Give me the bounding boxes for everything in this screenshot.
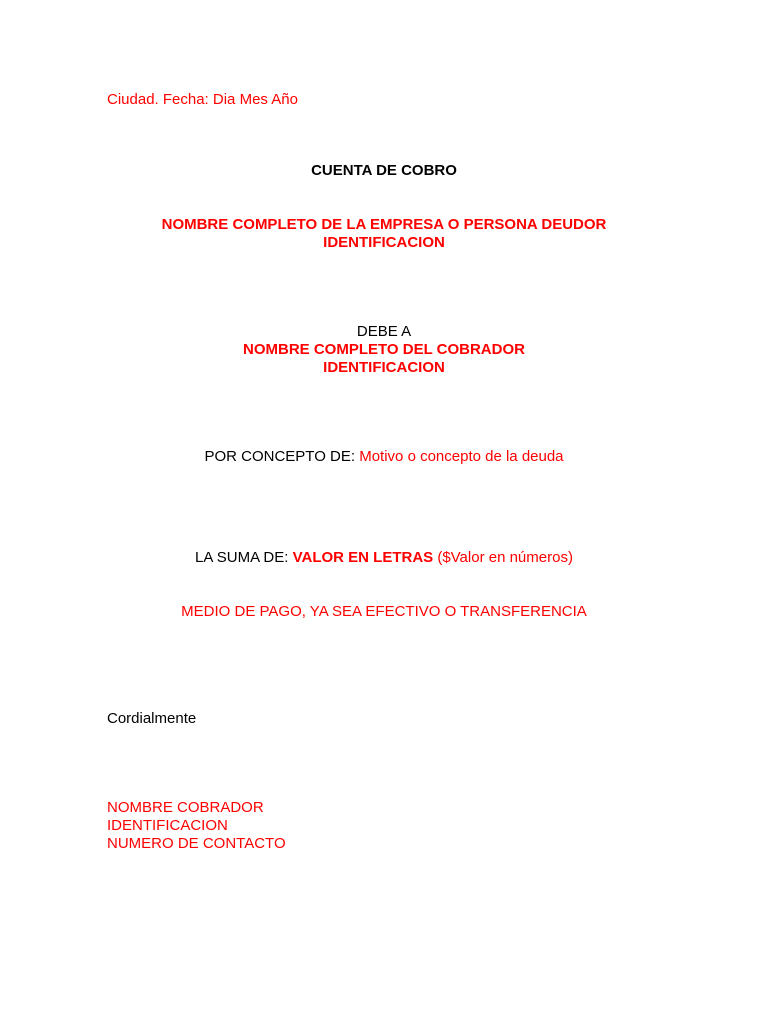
amount-label: LA SUMA DE: bbox=[195, 549, 289, 566]
signature-id: IDENTIFICACION bbox=[107, 817, 228, 834]
concept-line bbox=[0, 448, 768, 466]
creditor-id: IDENTIFICACION bbox=[323, 359, 445, 376]
owes-label: DEBE A bbox=[356, 323, 412, 340]
payment-method: MEDIO DE PAGO, YA SEA EFECTIVO O TRANSFERENCIA bbox=[181, 603, 587, 620]
amount-line bbox=[0, 549, 768, 567]
closing-text: Cordialmente bbox=[107, 710, 197, 727]
debtor-id: IDENTIFICACION bbox=[323, 234, 445, 251]
city-date-line: Ciudad. Fecha: Dia Mes Año bbox=[107, 91, 298, 108]
signature-name: NOMBRE COBRADOR bbox=[107, 799, 264, 816]
concept-value: Motivo o concepto de la deuda bbox=[359, 448, 564, 465]
amount-letters: VALOR EN LETRAS bbox=[292, 549, 434, 566]
document-title: CUENTA DE COBRO bbox=[311, 162, 457, 179]
signature-contact: NUMERO DE CONTACTO bbox=[107, 835, 286, 852]
creditor-name: NOMBRE COMPLETO DEL COBRADOR bbox=[243, 341, 525, 358]
concept-label: POR CONCEPTO DE: bbox=[204, 448, 356, 465]
amount-numbers: ($Valor en números) bbox=[437, 549, 573, 566]
debtor-name: NOMBRE COMPLETO DE LA EMPRESA O PERSONA DEUDOR bbox=[161, 216, 607, 233]
